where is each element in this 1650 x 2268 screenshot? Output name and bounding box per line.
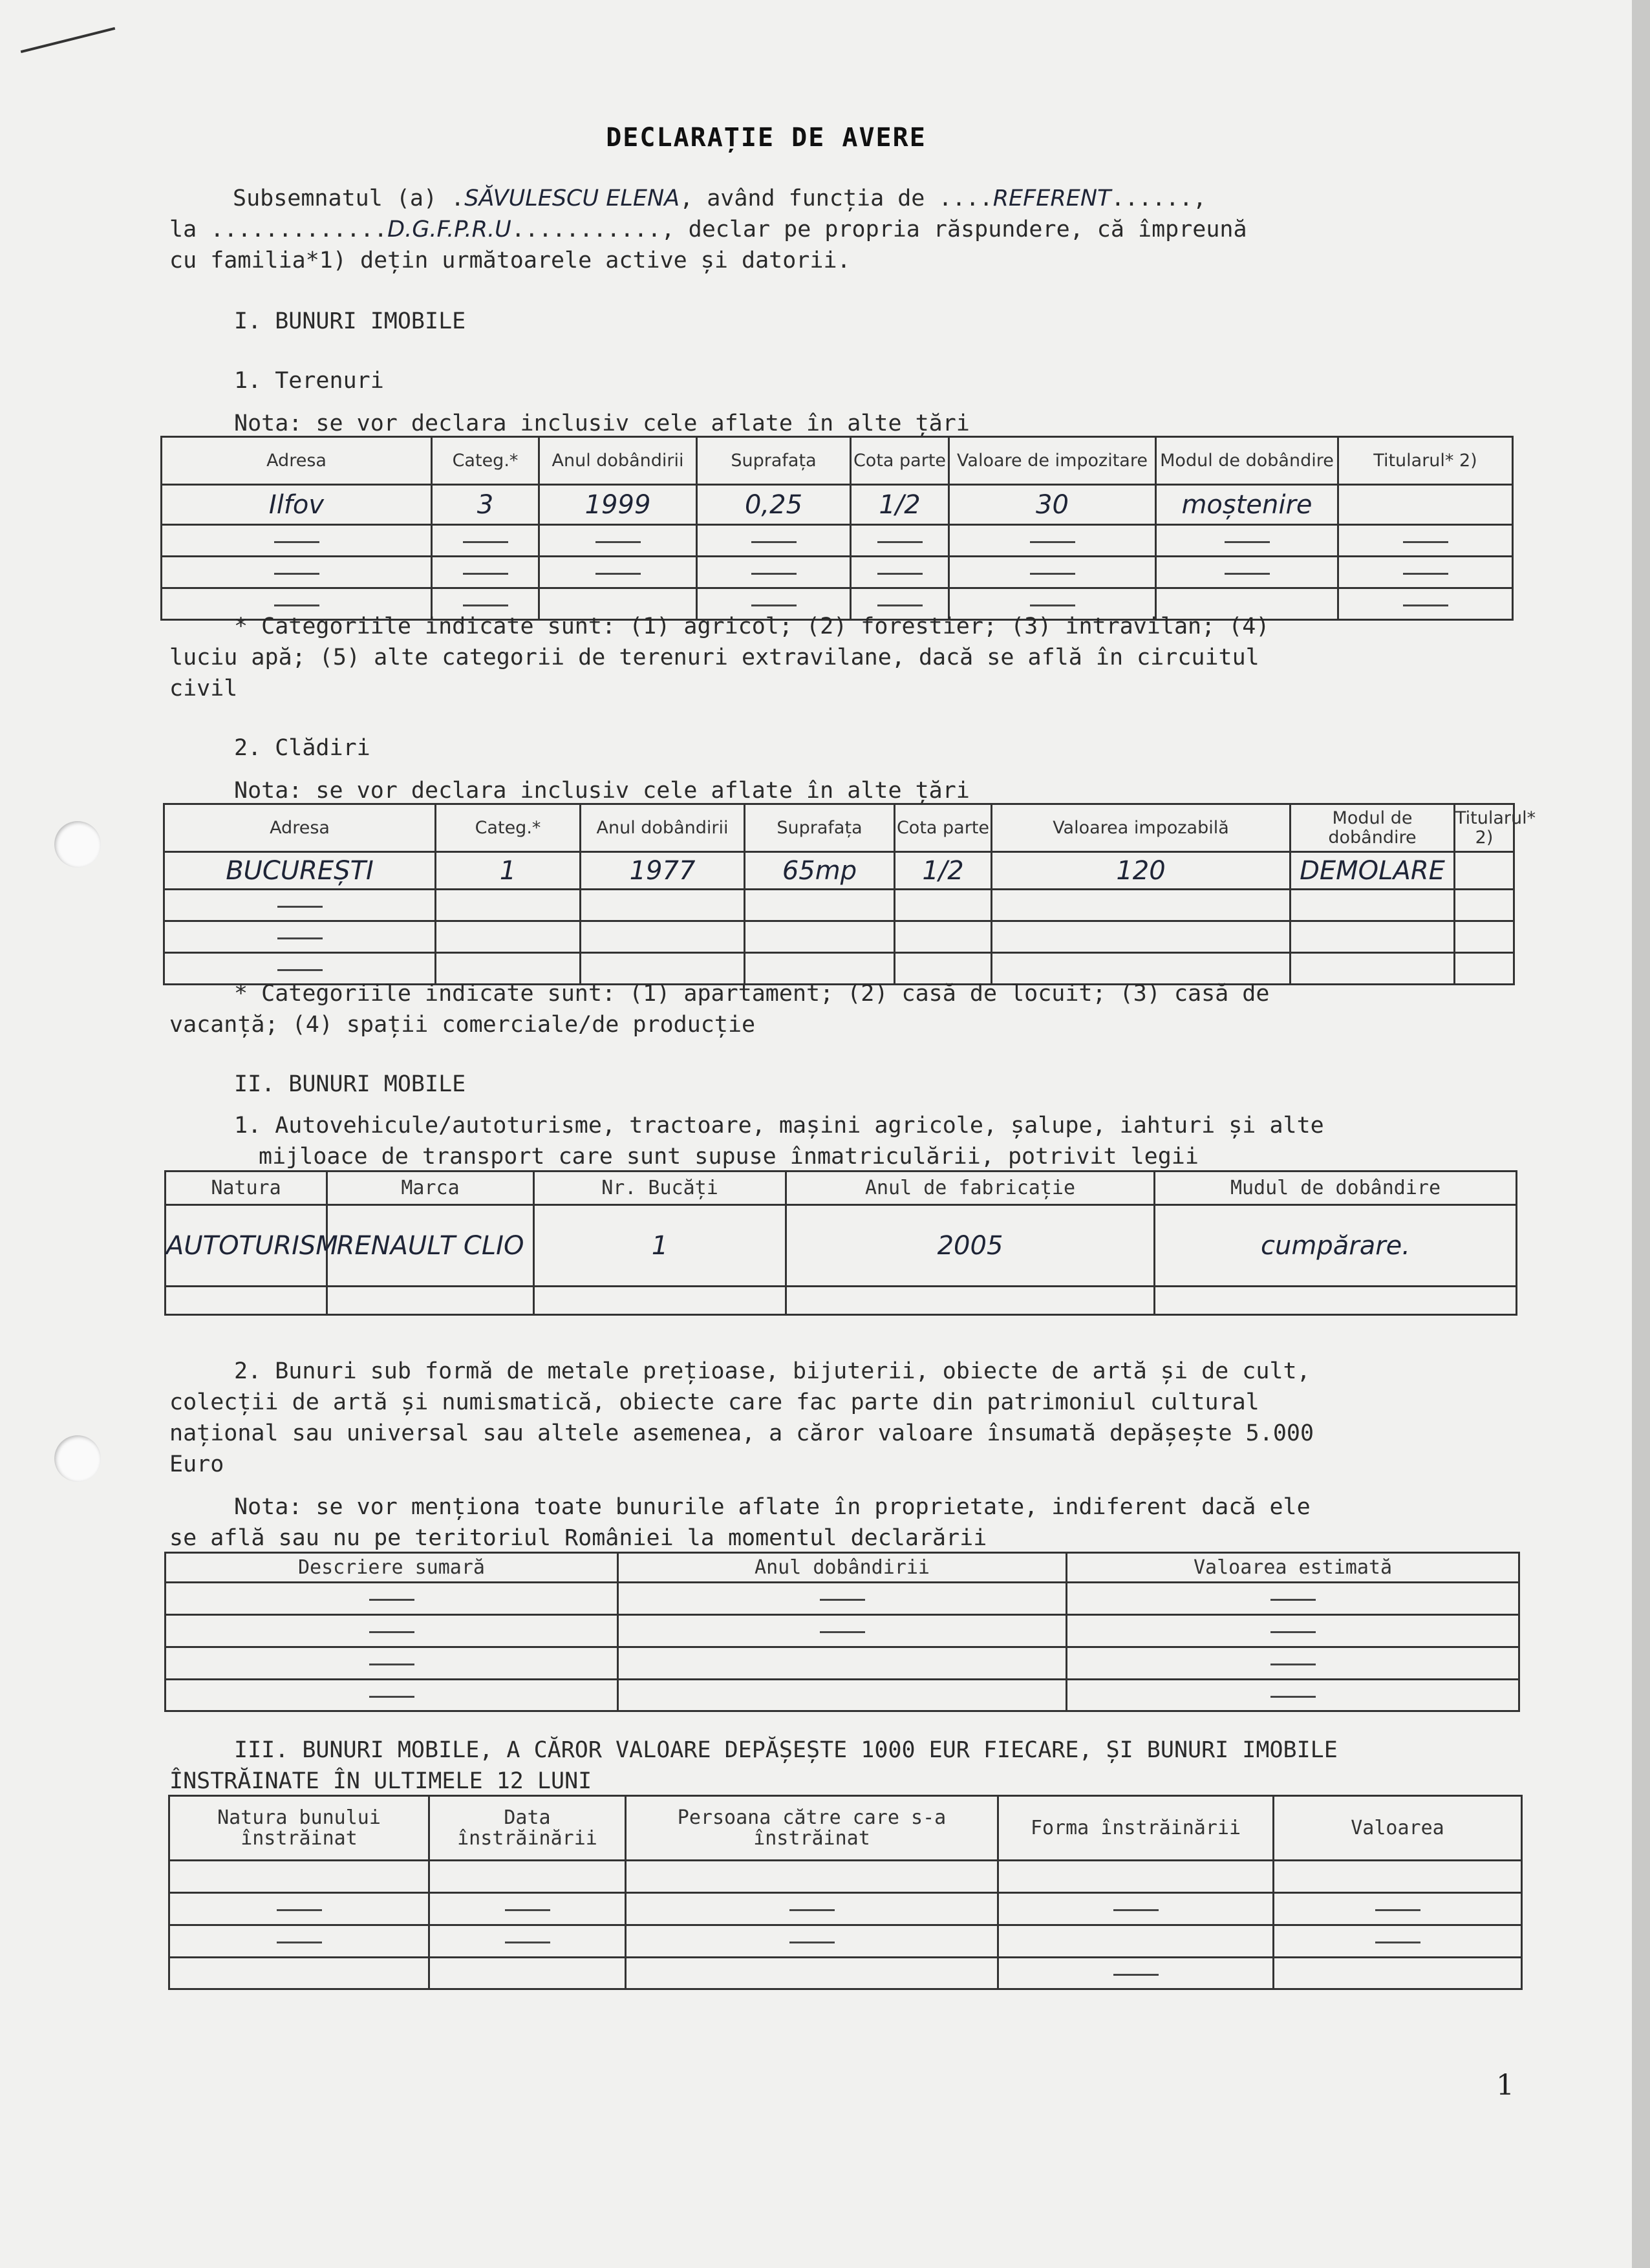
table-cell — [992, 890, 1291, 921]
table-row — [164, 852, 1514, 890]
table-cell — [851, 525, 949, 557]
table-cell — [169, 1958, 429, 1989]
column-header: Data înstrăinării — [429, 1796, 626, 1861]
table-cell — [1156, 525, 1338, 557]
table-cell — [162, 557, 432, 588]
dash-mark — [1403, 541, 1448, 543]
table-cell — [166, 1647, 618, 1680]
table-cell: 65mp — [745, 852, 895, 890]
table-cell: 1/2 — [895, 852, 992, 890]
column-header: Persoana către care s-a înstrăinat — [626, 1796, 998, 1861]
table-cell — [1274, 1861, 1522, 1893]
column-header: Marca — [327, 1171, 534, 1205]
dash-mark — [789, 1909, 835, 1911]
table-cell — [895, 921, 992, 953]
dash-mark — [789, 1942, 835, 1943]
dash-mark — [463, 573, 508, 575]
dash-mark — [1270, 1664, 1316, 1665]
table-row — [164, 921, 1514, 953]
table-cell — [697, 525, 851, 557]
table-cell — [626, 1925, 998, 1958]
table-cell — [166, 1287, 327, 1315]
column-header: Valoarea — [1274, 1796, 1522, 1861]
column-header: Anul dobândirii — [618, 1553, 1067, 1583]
pen-mark — [21, 27, 116, 53]
dash-mark — [1375, 1909, 1420, 1911]
dash-mark — [277, 969, 323, 971]
cladiri-heading: 2. Clădiri — [234, 735, 370, 761]
instrainate-table — [168, 1795, 1523, 1990]
table-cell — [164, 890, 436, 921]
table-row — [169, 1958, 1522, 1989]
dash-mark — [1225, 573, 1270, 575]
column-header: Anul dobândirii — [581, 804, 745, 852]
table-cell — [998, 1958, 1274, 1989]
table-cell — [327, 1287, 534, 1315]
table-row — [169, 1861, 1522, 1893]
table-row — [169, 1893, 1522, 1925]
table-cell — [1455, 953, 1514, 985]
terenuri-heading: 1. Terenuri — [234, 368, 384, 394]
section-1-heading: I. BUNURI IMOBILE — [234, 308, 466, 334]
table-row — [166, 1287, 1517, 1315]
table-cell — [618, 1583, 1067, 1615]
table-cell: BUCUREȘTI — [164, 852, 436, 890]
table-cell — [697, 557, 851, 588]
table-cell: 2005 — [786, 1205, 1155, 1287]
table-cell — [626, 1893, 998, 1925]
declarant-name: SĂVULESCU ELENA — [464, 186, 680, 211]
declarant-institution: D.G.F.P.R.U — [387, 217, 511, 242]
dash-mark — [1270, 1696, 1316, 1698]
table-cell — [534, 1287, 786, 1315]
table-cell — [429, 1958, 626, 1989]
table-row — [162, 485, 1513, 525]
column-header: Suprafața — [745, 804, 895, 852]
column-header: Cota parte — [895, 804, 992, 852]
table-cell — [745, 921, 895, 953]
intro-line-2: la .............D.G.F.P.R.U..........., declar pe propria răspundere, că împreună — [169, 217, 1247, 242]
dash-mark — [751, 541, 797, 543]
column-header: Anul de fabricație — [786, 1171, 1155, 1205]
table-cell — [162, 525, 432, 557]
metale-note-1: Nota: se vor menționa toate bunurile aflate în proprietate, indiferent dacă ele — [234, 1494, 1311, 1520]
column-header: Valoare de impozitare — [949, 437, 1156, 485]
table-cell — [581, 921, 745, 953]
column-header: Adresa — [162, 437, 432, 485]
dash-mark — [595, 541, 641, 543]
intro-line-1: Subsemnatul (a) .SĂVULESCU ELENA, având funcția de ....REFERENT......, — [233, 186, 1206, 211]
dash-mark — [1030, 573, 1075, 575]
table-row — [169, 1925, 1522, 1958]
table-cell — [1338, 525, 1513, 557]
table-cell — [1338, 588, 1513, 620]
table-cell — [1291, 890, 1455, 921]
table-header-row — [164, 804, 1514, 852]
table-cell — [992, 921, 1291, 953]
dash-mark — [369, 1664, 414, 1665]
dash-mark — [1030, 604, 1075, 606]
table-cell — [626, 1861, 998, 1893]
terenuri-footnote-1: * Categoriile indicate sunt: (1) agricol; (2) forestier; (3) intravilan; (4) — [234, 614, 1270, 639]
metale-line-1: 2. Bunuri sub formă de metale prețioase, bijuterii, obiecte de artă și de cult, — [234, 1358, 1311, 1384]
dash-mark — [820, 1631, 865, 1633]
dash-mark — [369, 1599, 414, 1601]
document-title: DECLARAȚIE DE AVERE — [606, 123, 927, 153]
table-cell: moștenire — [1156, 485, 1338, 525]
table-cell — [539, 525, 697, 557]
dash-mark — [369, 1696, 414, 1698]
column-header: Valoarea estimată — [1067, 1553, 1519, 1583]
dash-mark — [877, 573, 923, 575]
dash-mark — [274, 541, 319, 543]
dash-mark — [369, 1631, 414, 1633]
column-header: Suprafața — [697, 437, 851, 485]
intro-line-3: cu familia*1) dețin următoarele active și datorii. — [169, 248, 851, 273]
column-header: Natura bunului înstrăinat — [169, 1796, 429, 1861]
dash-mark — [1113, 1974, 1159, 1976]
table-cell: 30 — [949, 485, 1156, 525]
dash-mark — [1403, 604, 1448, 606]
dash-mark — [877, 604, 923, 606]
column-header: Categ.* — [436, 804, 581, 852]
table-cell — [436, 890, 581, 921]
column-header: Modul de dobândire — [1156, 437, 1338, 485]
metale-note-2: se află sau nu pe teritoriul României la momentul declarării — [169, 1525, 987, 1551]
column-header: Natura — [166, 1171, 327, 1205]
column-header: Mudul de dobândire — [1155, 1171, 1517, 1205]
table-cell — [429, 1893, 626, 1925]
metale-line-4: Euro — [169, 1451, 224, 1477]
terenuri-note: Nota: se vor declara inclusiv cele aflate în alte țări — [234, 411, 970, 436]
cladiri-footnote-2: vacanță; (4) spații comerciale/de producție — [169, 1012, 756, 1038]
column-header: Adresa — [164, 804, 436, 852]
scan-edge — [1632, 0, 1650, 2268]
terenuri-footnote-2: luciu apă; (5) alte categorii de terenuri extravilane, dacă se află în circuitul — [169, 645, 1259, 670]
table-cell — [539, 557, 697, 588]
table-cell — [618, 1680, 1067, 1711]
table-cell — [1455, 852, 1514, 890]
column-header: Forma înstrăinării — [998, 1796, 1274, 1861]
table-cell — [1067, 1680, 1519, 1711]
table-cell — [895, 890, 992, 921]
section-3-heading-1: III. BUNURI MOBILE, A CĂROR VALOARE DEPĂȘEȘTE 1000 EUR FIECARE, ȘI BUNURI IMOBILE — [234, 1737, 1338, 1763]
punch-hole — [54, 1435, 101, 1482]
column-header: Descriere sumară — [166, 1553, 618, 1583]
table-cell — [432, 525, 539, 557]
cladiri-footnote-1: * Categoriile indicate sunt: (1) apartament; (2) casă de locuit; (3) casă de — [234, 981, 1270, 1007]
table-cell — [618, 1615, 1067, 1647]
dash-mark — [277, 1942, 322, 1943]
table-cell — [626, 1958, 998, 1989]
metale-line-3: național sau universal sau altele asemenea, a căror valoare însumată depășește 5.000 — [169, 1420, 1314, 1446]
terenuri-footnote-3: civil — [169, 676, 238, 701]
table-cell: 0,25 — [697, 485, 851, 525]
column-header: Nr. Bucăți — [534, 1171, 786, 1205]
table-cell: cumpărare. — [1155, 1205, 1517, 1287]
table-cell — [164, 921, 436, 953]
table-cell — [1455, 921, 1514, 953]
dash-mark — [505, 1942, 550, 1943]
table-cell — [1455, 890, 1514, 921]
table-cell — [1274, 1958, 1522, 1989]
vehicule-heading-2: mijloace de transport care sunt supuse înmatriculării, potrivit legii — [259, 1144, 1199, 1170]
table-cell — [1338, 557, 1513, 588]
table-cell — [169, 1861, 429, 1893]
table-cell — [429, 1861, 626, 1893]
table-row — [166, 1583, 1519, 1615]
table-cell — [1274, 1893, 1522, 1925]
table-row — [166, 1615, 1519, 1647]
table-cell — [998, 1925, 1274, 1958]
dash-mark — [277, 937, 323, 939]
declarant-function: REFERENT — [992, 186, 1111, 211]
column-header: Cota parte — [851, 437, 949, 485]
table-cell — [1156, 557, 1338, 588]
table-header-row — [166, 1171, 1517, 1205]
table-cell — [745, 890, 895, 921]
table-cell — [1338, 485, 1513, 525]
cladiri-table — [163, 803, 1536, 985]
dash-mark — [1113, 1909, 1159, 1911]
table-row — [164, 890, 1514, 921]
table-cell — [166, 1583, 618, 1615]
table-cell — [786, 1287, 1155, 1315]
table-cell — [998, 1893, 1274, 1925]
table-header-row — [166, 1553, 1519, 1583]
dash-mark — [1403, 573, 1448, 575]
dash-mark — [1375, 1942, 1420, 1943]
dash-mark — [1270, 1599, 1316, 1601]
dash-mark — [463, 604, 508, 606]
table-cell: 1/2 — [851, 485, 949, 525]
table-row — [166, 1647, 1519, 1680]
table-cell: 1 — [436, 852, 581, 890]
column-header: Titularul* 2) — [1455, 804, 1514, 852]
column-header: Categ.* — [432, 437, 539, 485]
table-cell — [1274, 1925, 1522, 1958]
dash-mark — [595, 573, 641, 575]
section-3-heading-2: ÎNSTRĂINATE ÎN ULTIMELE 12 LUNI — [169, 1768, 592, 1794]
table-row — [162, 525, 1513, 557]
table-cell — [436, 921, 581, 953]
table-cell: Ilfov — [162, 485, 432, 525]
cladiri-note: Nota: se vor declara inclusiv cele aflate în alte țări — [234, 778, 970, 804]
column-header: Modul de dobândire — [1291, 804, 1455, 852]
table-row — [166, 1205, 1517, 1287]
dash-mark — [274, 604, 319, 606]
dash-mark — [820, 1599, 865, 1601]
dash-mark — [877, 541, 923, 543]
table-cell — [618, 1647, 1067, 1680]
table-cell: 120 — [992, 852, 1291, 890]
table-cell — [1291, 921, 1455, 953]
dash-mark — [505, 1909, 550, 1911]
dash-mark — [277, 1909, 322, 1911]
table-cell — [998, 1861, 1274, 1893]
dash-mark — [751, 604, 797, 606]
table-cell — [949, 557, 1156, 588]
dash-mark — [277, 906, 323, 908]
terenuri-table — [160, 436, 1514, 621]
table-row — [162, 557, 1513, 588]
table-cell — [429, 1925, 626, 1958]
table-cell: 1 — [534, 1205, 786, 1287]
dash-mark — [751, 573, 797, 575]
table-header-row — [162, 437, 1513, 485]
table-cell — [851, 557, 949, 588]
section-2-heading: II. BUNURI MOBILE — [234, 1071, 466, 1097]
table-cell — [1067, 1647, 1519, 1680]
table-cell — [1291, 953, 1455, 985]
table-cell: 3 — [432, 485, 539, 525]
table-cell: RENAULT CLIO — [327, 1205, 534, 1287]
table-header-row — [169, 1796, 1522, 1861]
table-row — [166, 1680, 1519, 1711]
table-cell — [432, 557, 539, 588]
table-cell: AUTOTURISM — [166, 1205, 327, 1287]
table-cell — [169, 1925, 429, 1958]
metale-table — [164, 1552, 1520, 1712]
column-header: Titularul* 2) — [1338, 437, 1513, 485]
table-cell — [1155, 1287, 1517, 1315]
vehicule-heading-1: 1. Autovehicule/autoturisme, tractoare, mașini agricole, șalupe, iahturi și alte — [234, 1113, 1324, 1139]
dash-mark — [1225, 541, 1270, 543]
dash-mark — [274, 573, 319, 575]
page-number: 1 — [1496, 2069, 1514, 2102]
vehicule-table — [164, 1170, 1517, 1316]
table-cell: 1977 — [581, 852, 745, 890]
table-cell: DEMOLARE — [1291, 852, 1455, 890]
dash-mark — [1030, 541, 1075, 543]
table-cell — [1067, 1583, 1519, 1615]
dash-mark — [1270, 1631, 1316, 1633]
table-cell — [949, 525, 1156, 557]
table-cell — [166, 1680, 618, 1711]
column-header: Anul dobândirii — [539, 437, 697, 485]
table-cell — [166, 1615, 618, 1647]
metale-line-2: colecții de artă și numismatică, obiecte care fac parte din patrimoniul cultural — [169, 1389, 1259, 1415]
column-header: Valoarea impozabilă — [992, 804, 1291, 852]
table-cell — [1067, 1615, 1519, 1647]
table-cell — [169, 1893, 429, 1925]
dash-mark — [463, 541, 508, 543]
table-cell: 1999 — [539, 485, 697, 525]
punch-hole — [54, 821, 101, 868]
table-cell — [581, 890, 745, 921]
